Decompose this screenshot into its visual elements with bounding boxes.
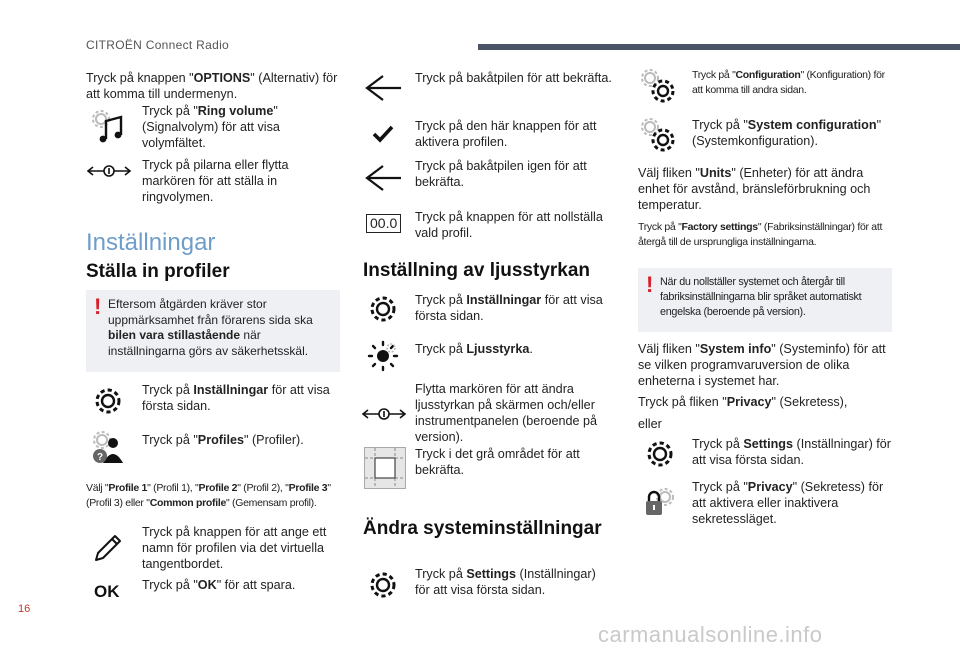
reset-text: Tryck på knappen för att nollställa vald profil.: [415, 210, 603, 240]
watermark: carmanualsonline.info: [598, 622, 823, 647]
profiles-text: Tryck på "Profiles" (Profiler).: [142, 433, 304, 447]
grey-area-text: Tryck i det grå området för att bekräfta.: [415, 447, 580, 477]
subtitle-profiles: Ställa in profiler: [86, 261, 230, 282]
grey-area-icon: [364, 447, 406, 489]
ok-icon: OK: [94, 582, 120, 601]
header-bar: [478, 44, 960, 50]
warning-box-2: [638, 268, 892, 332]
options-text: Tryck på knappen "OPTIONS" (Alternativ) för att komma till undermenyn.: [86, 71, 338, 101]
pencil-icon: [88, 528, 128, 568]
privacy-text: Tryck på "Privacy" (Sekretess) för att aktivera eller inaktivera sekretessläget.: [692, 480, 884, 526]
settings3-text: Tryck på Settings (Inställningar) för att visa första sidan.: [415, 567, 596, 597]
gear-icon-3: [363, 565, 403, 605]
settings4-text: Tryck på Settings (Inställningar) för att visa första sidan.: [692, 437, 892, 467]
brightness-text: Tryck på Ljusstyrka.: [415, 342, 533, 356]
or-text: eller: [638, 417, 662, 431]
move-cursor-text: Flytta markören för att ändra ljusstyrkan på skärmen och/eller instrumentpanelen (beroende på version).: [415, 382, 598, 444]
privacy-lock-icon: [640, 484, 680, 524]
slider-arrows-icon-2: [361, 394, 407, 434]
system-config-text: Tryck på "System configuration" (Systemkonfiguration).: [692, 118, 882, 148]
ring-volume-text: Tryck på "Ring volume" (Signalvolym) för att visa volymfältet.: [142, 104, 280, 150]
gear-icon-2: [363, 289, 403, 329]
configuration-text: Tryck på "Configuration" (Konfiguration) för att komma till andra sidan.: [692, 69, 885, 96]
section-title-settings: Inställningar: [86, 229, 216, 256]
settings1-text: Tryck på Inställningar för att visa första sidan.: [142, 383, 330, 413]
warning-text-2: När du nollställer systemet och återgår till fabriksinställningarna blir språket automatiskt engelska (beroende på version).: [660, 276, 862, 318]
warning-icon-2: !: [646, 272, 654, 297]
warning-box-1: [86, 290, 340, 372]
checkmark-icon: [363, 114, 403, 154]
gear-icon: [88, 381, 128, 421]
ok-text: Tryck på "OK" för att spara.: [142, 578, 296, 592]
page-number: 16: [18, 603, 31, 615]
back1-text: Tryck på bakåtpilen för att bekräfta.: [415, 71, 612, 85]
system-info-text: Välj fliken "System info" (Systeminfo) för att se vilken programvaruversion de olika enheterna i systemet har.: [638, 342, 886, 388]
slider-arrows-icon: [86, 151, 132, 191]
back-arrow-icon: [363, 68, 403, 108]
warning-icon: !: [94, 294, 102, 319]
privacy-tab-text: Tryck på fliken "Privacy" (Sekretess),: [638, 395, 848, 409]
warning-text-1: Eftersom åtgärden kräver stor uppmärksamhet från förarens sida ska bilen vara stillastående när inställningarna görs av säkerhetsskäl.: [108, 297, 313, 358]
factory-text: Tryck på "Factory settings" (Fabriksinställningar) för att återgå till de ursprungliga inställningarna.: [638, 221, 883, 248]
svg-text:?: ?: [96, 452, 104, 463]
brightness-title: Inställning av ljusstyrkan: [363, 260, 591, 281]
back-arrow-icon-2: [363, 158, 403, 198]
system-settings-title: Ändra systeminställningar: [363, 518, 602, 539]
gear-music-icon: [88, 106, 128, 146]
gear-icon-4: [640, 434, 680, 474]
system-config-gear-icon: [638, 115, 678, 155]
brightness-icon: [363, 336, 403, 376]
units-text: Välj fliken "Units" (Enheter) för att ändra enhet för avstånd, bränsleförbrukning och temperatur.: [638, 166, 871, 212]
page-header-title: CITROËN Connect Radio: [86, 38, 230, 52]
back2-text: Tryck på bakåtpilen igen för att bekräfta.: [415, 159, 587, 189]
check-text: Tryck på den här knappen för att aktivera profilen.: [415, 119, 597, 149]
configuration-gear-icon: [638, 66, 678, 106]
pencil-text: Tryck på knappen för att ange ett namn för profilen via det virtuella tangentbordet.: [142, 525, 327, 571]
profile-question-icon: [88, 428, 128, 468]
settings2-text: Tryck på Inställningar för att visa första sidan.: [415, 293, 603, 323]
choose-profile-text: Välj "Profile 1" (Profil 1), "Profile 2" (Profil 2), "Profile 3" (Profil 3) eller "Common profile" (Gemensam profil).: [86, 482, 331, 509]
reset-icon: 00.0: [366, 214, 401, 233]
arrows-text: Tryck på pilarna eller flytta markören för att ställa in ringvolymen.: [142, 158, 289, 204]
